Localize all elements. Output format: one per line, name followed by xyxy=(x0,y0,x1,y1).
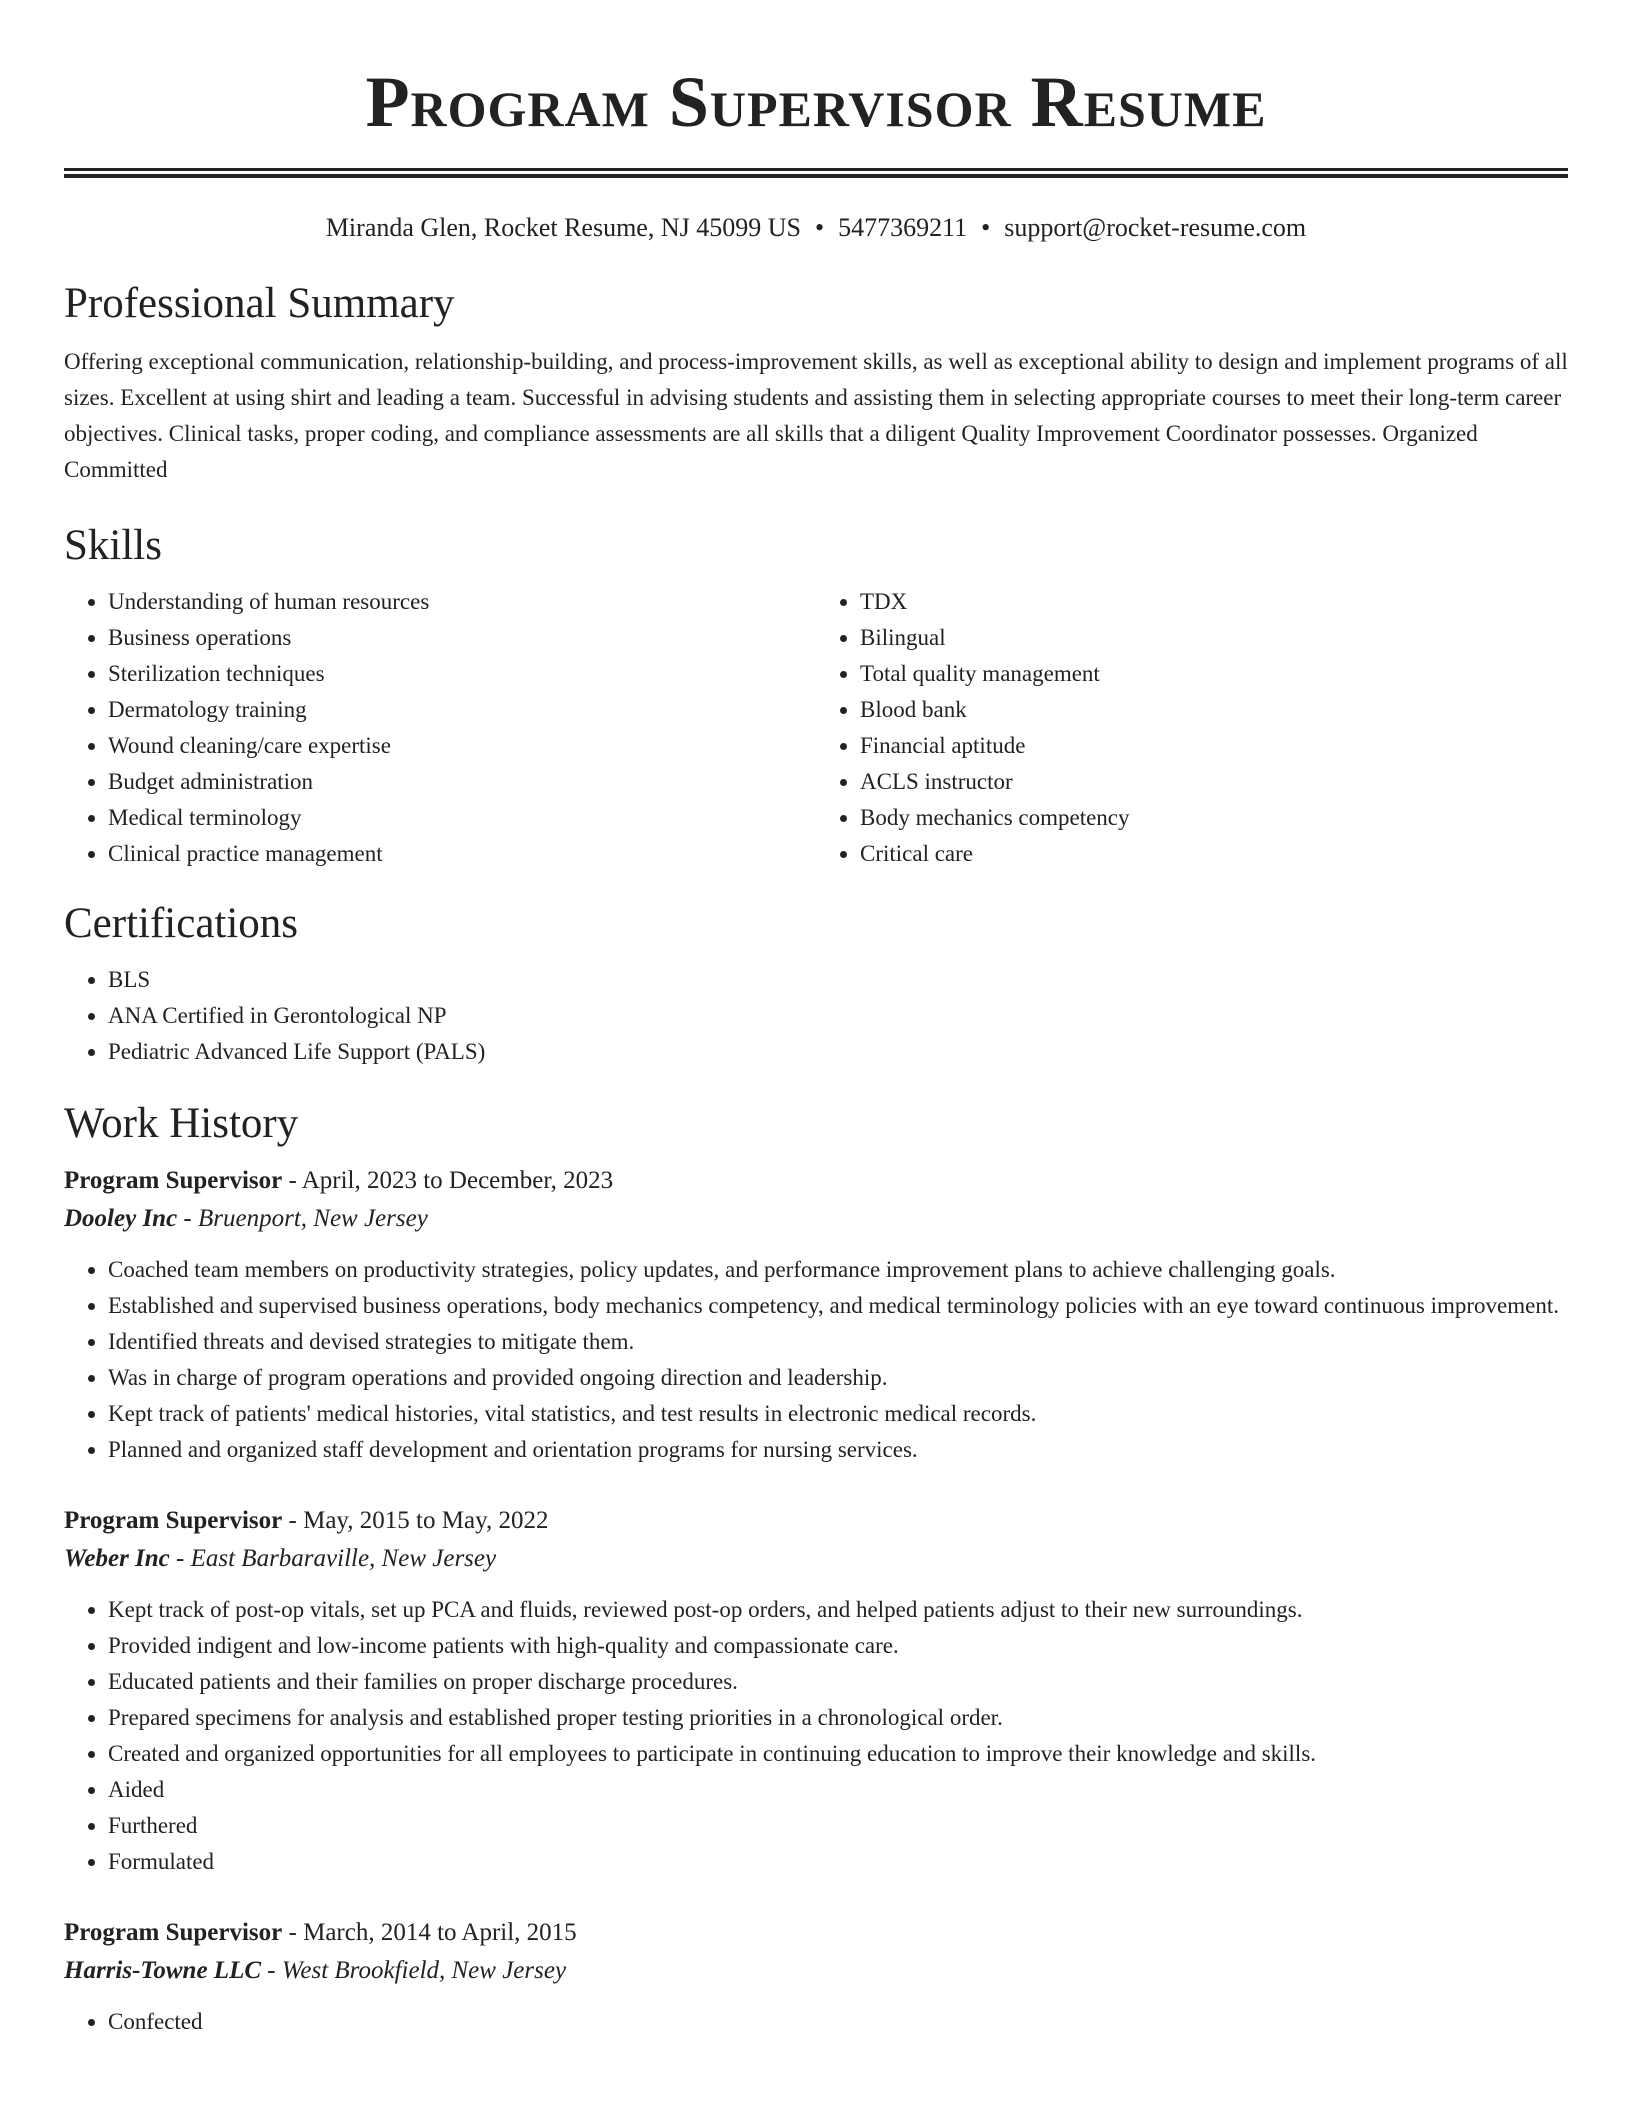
job-company: Weber Inc xyxy=(64,1545,170,1572)
job-bullet: • Aided xyxy=(108,1772,1568,1808)
job-entry xyxy=(64,1162,1568,1468)
job-location: - Bruenport, New Jersey xyxy=(183,1205,428,1232)
job-title: Program Supervisor xyxy=(64,1167,283,1194)
job-company: Dooley Inc xyxy=(64,1205,178,1232)
job-bullet: • Furthered xyxy=(108,1808,1568,1844)
job-bullet: • Provided indigent and low-income patients with high-quality and compassionate care. xyxy=(108,1628,1568,1664)
skill-item: • Clinical practice management xyxy=(108,836,816,872)
job-company: Harris-Towne LLC xyxy=(64,1957,262,1984)
skill-item: • Sterilization techniques xyxy=(108,656,816,692)
job-bullet: • Coached team members on productivity strategies, policy updates, and performance improvement plans to achieve challenging goals. xyxy=(108,1252,1568,1288)
title-double-rule xyxy=(64,168,1568,178)
job-company-line xyxy=(64,1952,1568,1990)
job-bullet: • Identified threats and devised strategies to mitigate them. xyxy=(108,1324,1568,1360)
skill-item: • Medical terminology xyxy=(108,800,816,836)
certification-item: • ANA Certified in Gerontological NP xyxy=(108,998,1568,1034)
job-header xyxy=(64,1914,1568,1952)
skill-item: • Financial aptitude xyxy=(860,728,1568,764)
job-bullet: • Confected xyxy=(108,2004,1568,2040)
job-location: - West Brookfield, New Jersey xyxy=(267,1957,567,1984)
skill-item: • Budget administration xyxy=(108,764,816,800)
skill-item: • Understanding of human resources xyxy=(108,584,816,620)
contact-line xyxy=(64,212,1568,244)
skill-item: • Business operations xyxy=(108,620,816,656)
job-bullet: • Established and supervised business operations, body mechanics competency, and medical terminology policies with an eye toward continuous improvement. xyxy=(108,1288,1568,1324)
skill-item: • Wound cleaning/care expertise xyxy=(108,728,816,764)
certification-item: • Pediatric Advanced Life Support (PALS) xyxy=(108,1034,1568,1070)
skill-item: • Blood bank xyxy=(860,692,1568,728)
job-bullets xyxy=(64,2004,1568,2040)
job-dates: - May, 2015 to May, 2022 xyxy=(288,1507,549,1534)
skills-list-left xyxy=(64,584,816,872)
contact-separator: • xyxy=(981,213,991,242)
job-entry xyxy=(64,1914,1568,2040)
job-bullet: • Kept track of post-op vitals, set up PCA and fluids, reviewed post-op orders, and helped patients adjust to their new surroundings. xyxy=(108,1592,1568,1628)
job-bullet: • Formulated xyxy=(108,1844,1568,1880)
job-entry xyxy=(64,1502,1568,1880)
contact-separator: • xyxy=(814,213,825,242)
summary-heading: Professional Summary xyxy=(64,280,455,327)
contact-phone: 5477369211 xyxy=(838,213,968,242)
contact-address: Miranda Glen, Rocket Resume, NJ 45099 US xyxy=(325,213,801,242)
certification-item: • BLS xyxy=(108,962,1568,998)
summary-text: Offering exceptional communication, relationship-building, and process-improvement skills, as well as exceptional ability to design and implement programs of all sizes. Excellent at using shirt and leading a team. Successful in advising students and assisting them in selecting appropriate courses to meet their long-term career objectives. Clinical tasks, proper coding, and compliance assessments are all skills that a diligent Quality Improvement Coordinator possesses. Organized Committed xyxy=(64,349,1568,482)
skill-item: • TDX xyxy=(860,584,1568,620)
job-header xyxy=(64,1502,1568,1540)
resume-title: Program Supervisor Resume xyxy=(365,62,1267,142)
job-bullet: • Planned and organized staff development and orientation programs for nursing services. xyxy=(108,1432,1568,1468)
job-title: Program Supervisor xyxy=(64,1507,283,1534)
skill-item: • Bilingual xyxy=(860,620,1568,656)
job-bullet: • Prepared specimens for analysis and established proper testing priorities in a chronological order. xyxy=(108,1700,1568,1736)
certifications-heading: Certifications xyxy=(64,900,299,947)
skills-heading: Skills xyxy=(64,522,162,569)
job-bullets xyxy=(64,1252,1568,1468)
skill-item: • Body mechanics competency xyxy=(860,800,1568,836)
certifications-list xyxy=(64,962,1568,1070)
job-dates: - March, 2014 to April, 2015 xyxy=(288,1919,577,1946)
job-title: Program Supervisor xyxy=(64,1919,283,1946)
contact-email: support@rocket-resume.com xyxy=(1004,213,1307,242)
job-location: - East Barbaraville, New Jersey xyxy=(176,1545,497,1572)
job-company-line xyxy=(64,1200,1568,1238)
job-dates: - April, 2023 to December, 2023 xyxy=(288,1167,614,1194)
job-bullet: • Created and organized opportunities for all employees to participate in continuing education to improve their knowledge and skills. xyxy=(108,1736,1568,1772)
job-bullet: • Educated patients and their families on proper discharge procedures. xyxy=(108,1664,1568,1700)
job-bullets xyxy=(64,1592,1568,1880)
skill-item: • Total quality management xyxy=(860,656,1568,692)
work-history-heading: Work History xyxy=(64,1100,299,1147)
job-bullet: • Kept track of patients' medical histories, vital statistics, and test results in electronic medical records. xyxy=(108,1396,1568,1432)
skill-item: • ACLS instructor xyxy=(860,764,1568,800)
job-bullet: • Was in charge of program operations and provided ongoing direction and leadership. xyxy=(108,1360,1568,1396)
skills-grid xyxy=(64,584,1568,872)
job-company-line xyxy=(64,1540,1568,1578)
skill-item: • Critical care xyxy=(860,836,1568,872)
skill-item: • Dermatology training xyxy=(108,692,816,728)
skills-list-right xyxy=(816,584,1568,872)
job-header xyxy=(64,1162,1568,1200)
